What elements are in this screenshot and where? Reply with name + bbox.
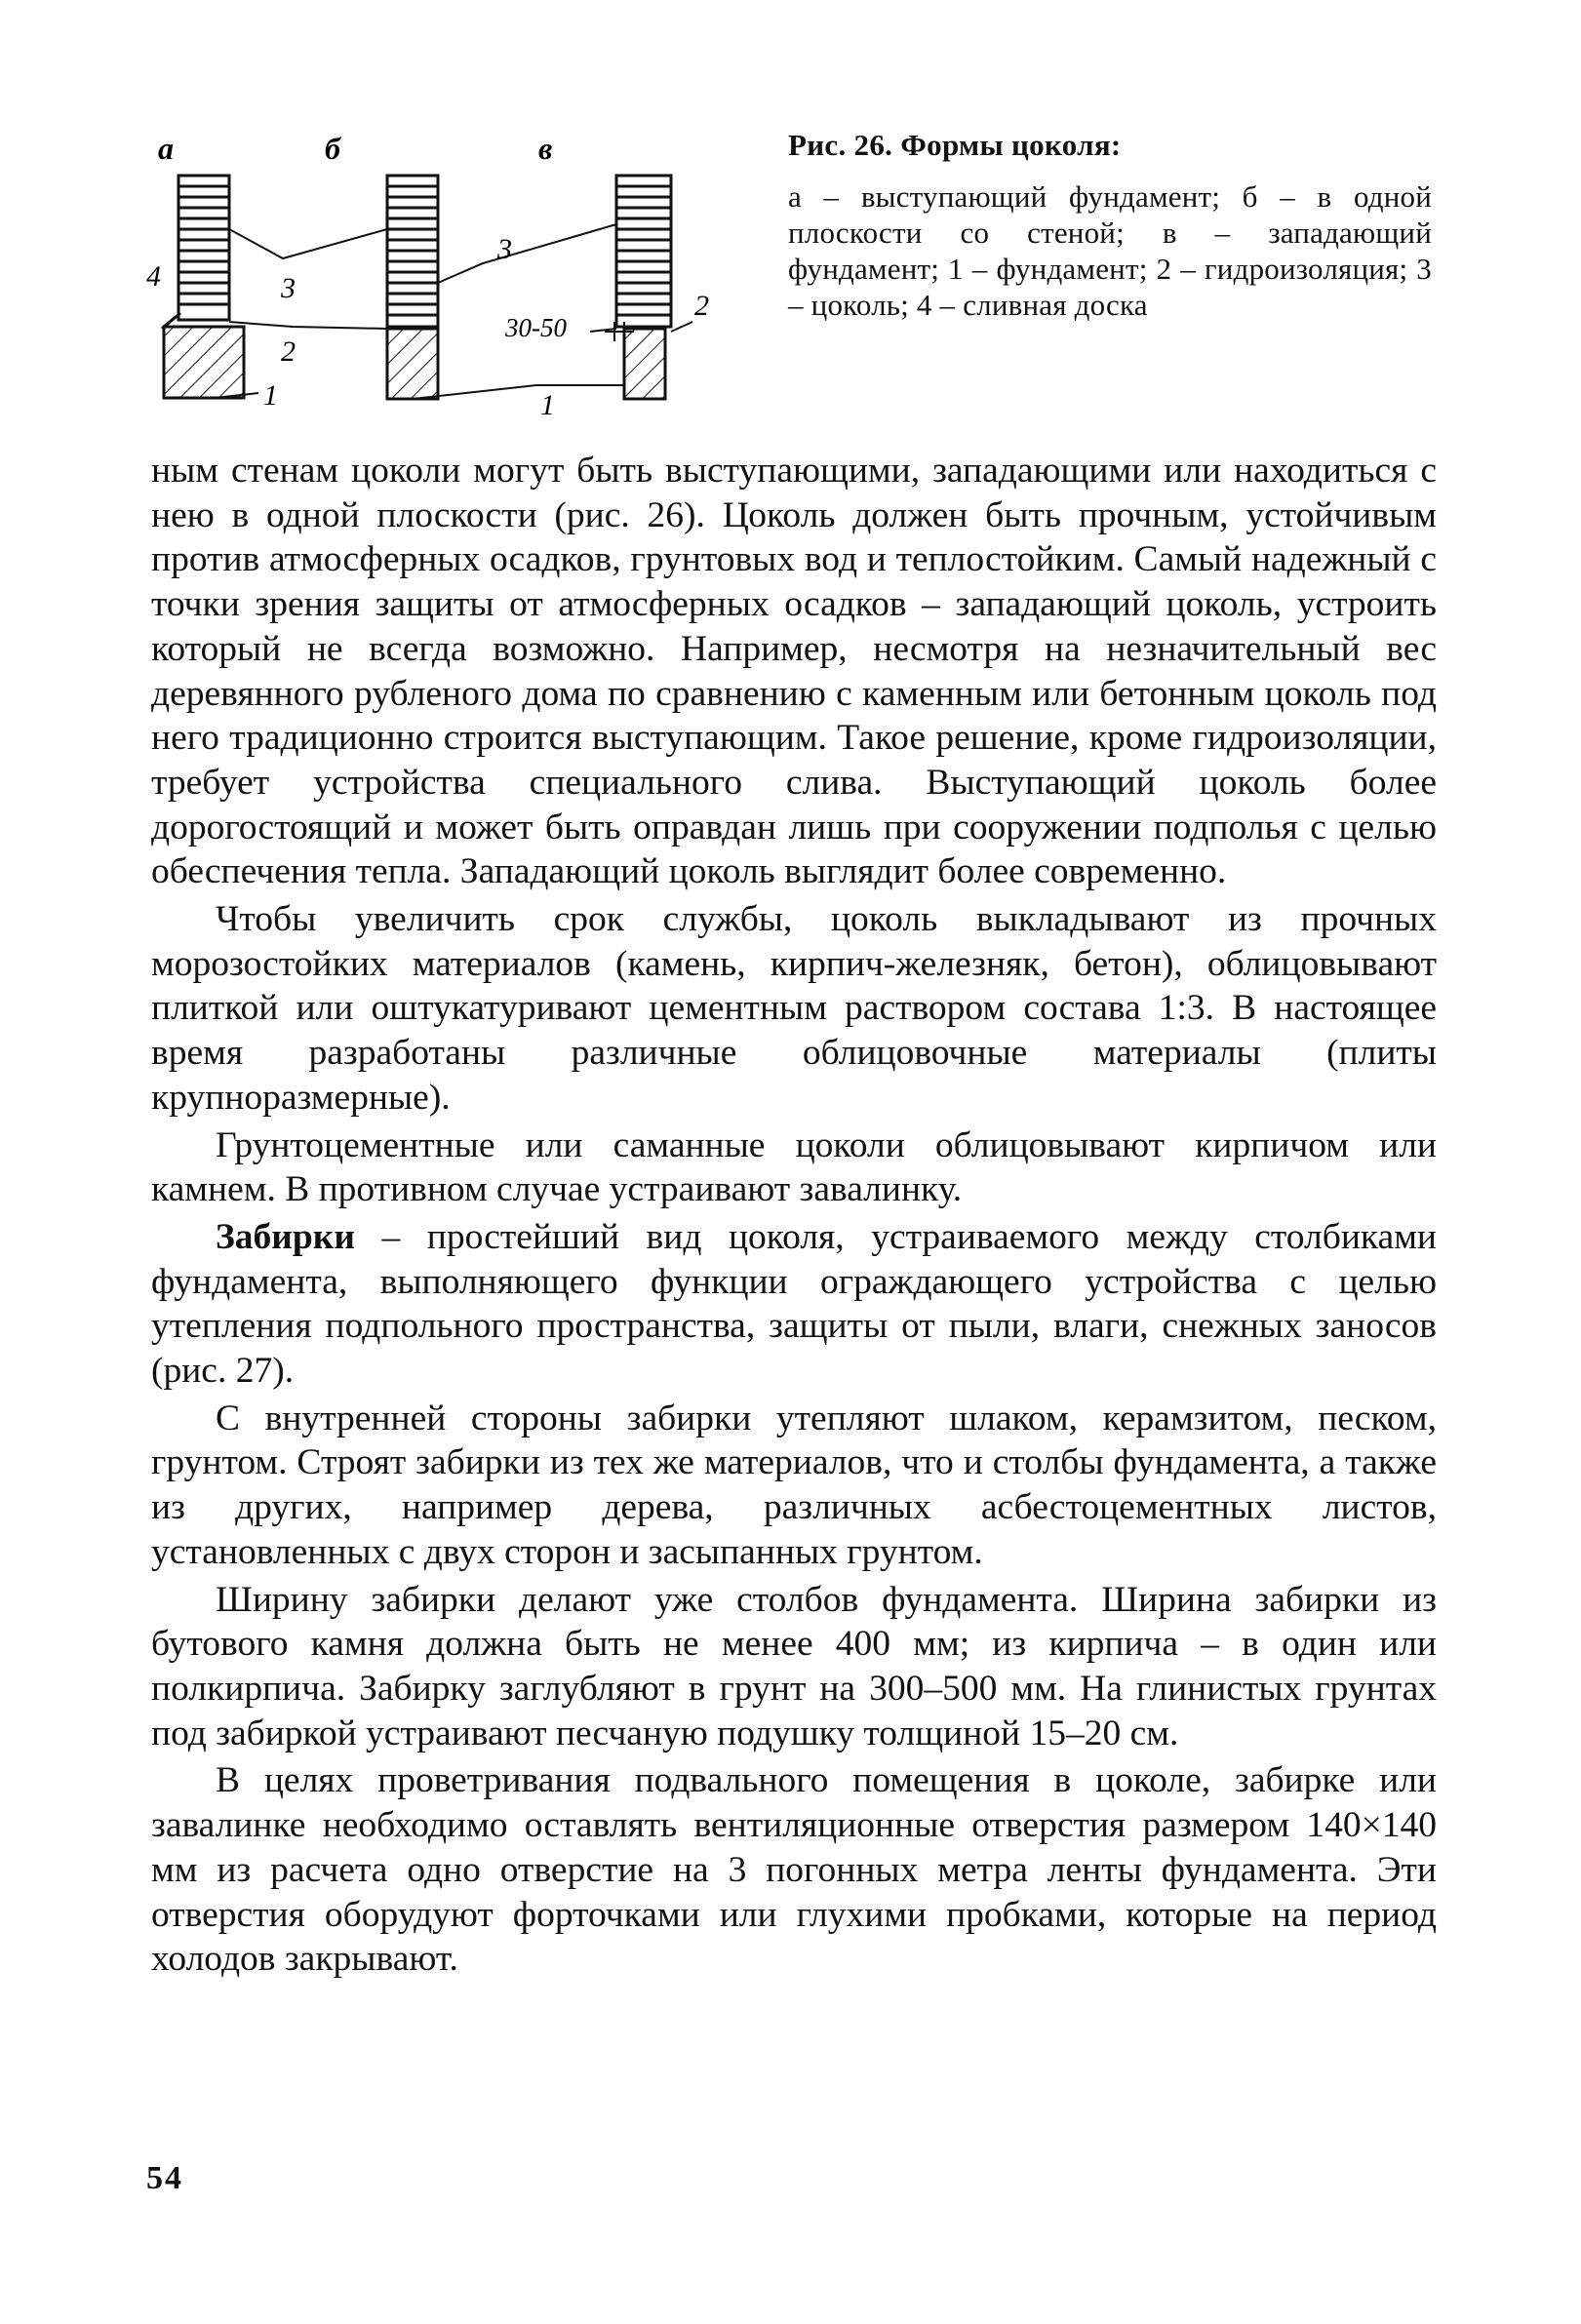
paragraph-ventilation: В целях проветривания подвального помещения в цоколе, забирке или завалинке необходимо оставлять вентиляционные отверстия размером 140×140 мм из расчета одно отверстие на 3 погонных метра ленты фундамента. Эти отверстия оборудуют форточками или глухими пробками, которые на период холодов закрывают. <box>151 1760 1437 1980</box>
term-zabirki: Забирки <box>216 1216 355 1257</box>
callout-c-foundation: 1 <box>540 389 555 421</box>
callout-a-foundation: 1 <box>263 379 278 412</box>
callout-b-socle: 3 <box>497 233 512 265</box>
socle-forms-drawing <box>146 122 731 444</box>
callout-a-socle: 3 <box>281 272 296 304</box>
body-text <box>151 449 1437 1985</box>
paragraph-soil-cement: Грунтоцементные или саманные цоколи облицовывают кирпичом или камнем. В противном случае устраивают завалинку. <box>151 1124 1437 1210</box>
callout-a-waterproofing: 2 <box>281 335 296 368</box>
zabirki-definition: – простейший вид цоколя, устраиваемого между столбиками фундамента, выполняющего функции ограждающего устройства с целью утепления подпольного пространства, защиты от пыли, влаги, снежных заносов (рис. 27). <box>151 1216 1437 1392</box>
callout-c-waterproofing: 2 <box>694 290 709 322</box>
paragraph-socle-types: ным стенам цоколи могут быть выступающими, западающими или находиться с нею в одной плоскости (рис. 26). Цоколь должен быть прочным, устойчивым против атмосферных осадков, грунтовых вод и теплостойким. Самый надежный с точки зрения защиты от атмосферных осадков – западающий цоколь, устроить который не всегда возможно. Например, несмотря на незначительный вес деревянного рубленого дома по сравнению с каменным или бетонным цоколь под него традиционно строится выступающим. Такое решение, кроме гидроизоляции, требует устройства специального слива. Выступающий цоколь более дорогостоящий и может быть оправдан лишь при сооружении подполья с целью обеспечения тепла. Западающий цоколь выглядит более современно. <box>151 451 1437 892</box>
panel-label-a: а <box>158 131 174 166</box>
caption-title: Рис. 26. Формы цоколя: <box>788 128 1122 162</box>
page-number: 54 <box>146 2160 183 2196</box>
panel-b-wall-section <box>387 176 438 327</box>
paragraph-width: Ширину забирки делают уже столбов фундамента. Ширина забирки из бутового камня должна быть не менее 400 мм; из кирпича – в один или полкирпича. Забирку заглубляют в грунт на 300–500 мм. На глинистых грунтах под забиркой устраивают песчаную подушку толщиной 15–20 см. <box>151 1579 1437 1753</box>
panel-label-v: в <box>538 131 553 166</box>
panel-c-foundation <box>624 329 665 399</box>
panel-c-wall-section <box>616 176 671 327</box>
figure-26-socle-forms <box>146 122 731 444</box>
caption-legend: а – выступающий фундамент; б – в одной плоскости со стеной; в – западающий фундамент; 1 – фундамент; 2 – гидроизоляция; 3 – цоколь; 4 – сливная доска <box>788 179 1432 322</box>
figure-caption <box>788 127 1432 323</box>
panel-label-b: б <box>325 131 340 166</box>
callout-b-dimension: 30-50 <box>505 313 567 342</box>
callout-a-drip-board: 4 <box>146 260 161 293</box>
paragraph-insulation: С внутренней стороны забирки утепляют шлаком, керамзитом, песком, грунтом. Строят забирки из тех же материалов, что и столбы фундамента, а также из других, например дерева, различных асбестоцементных листов, установленных с двух сторон и засыпанных грунтом. <box>151 1398 1437 1572</box>
panel-a-wall-section <box>178 176 229 320</box>
paragraph-service-life: Чтобы увеличить срок службы, цоколь выкладывают из прочных морозостойких материалов (камень, кирпич-железняк, бетон), облицовывают плиткой или оштукатуривают цементным раствором состава 1:3. В настоящее время разработаны различные облицовочные материалы (плиты крупноразмерные). <box>151 899 1437 1118</box>
panel-a-foundation <box>164 327 244 398</box>
panel-b-foundation <box>387 329 438 399</box>
paragraph-zabirki <box>151 1215 1437 1394</box>
